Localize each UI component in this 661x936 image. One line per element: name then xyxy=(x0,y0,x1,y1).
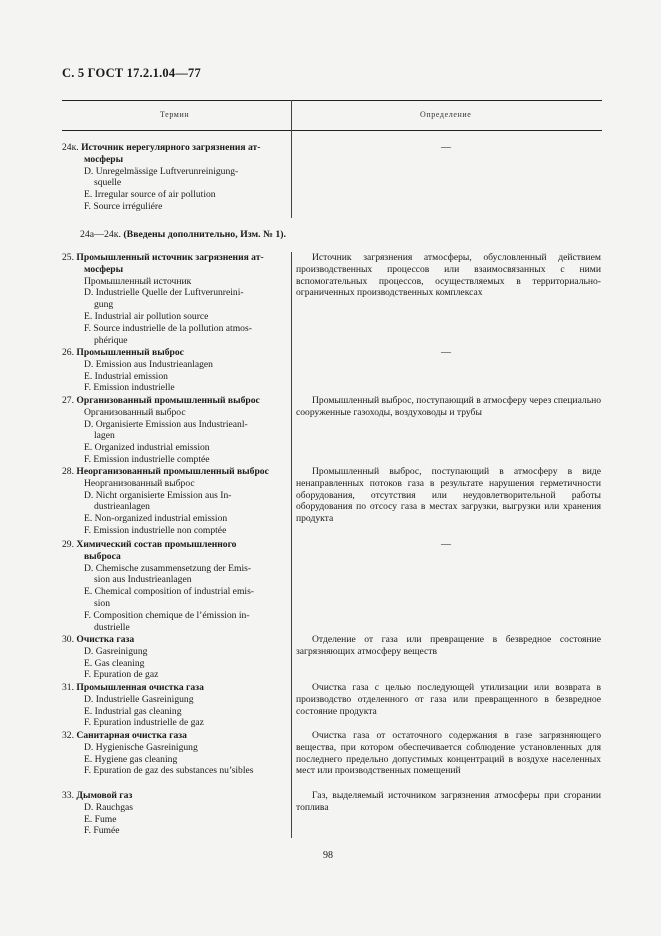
term-entry-27: 27. Организованный промышленный выброс Организованный выброс D. Organisierte Emission aus Industrieanl- lagen E. Organized industrial emission F. Emission industrielle comptée xyxy=(62,395,260,465)
definition-30: Отделение от газа или превращение в безвредное состояние загрязняющих атмосферу веществ xyxy=(296,634,601,657)
definition-24k: — xyxy=(441,142,451,153)
page-number: 98 xyxy=(323,850,333,861)
definition-25: Источник загрязнения атмосферы, обусловленный действием производственных процессов или взаимосвязанных с ними вспомогательных процессов, осуществляемых в территориально-ограниченных производственных комплексах xyxy=(296,252,601,299)
term-column-header: Термин xyxy=(160,110,190,119)
page-header: С. 5 ГОСТ 17.2.1.04—77 xyxy=(62,66,201,80)
term-entry-32: 32. Санитарная очистка газа D. Hygienische Gasreinigung E. Hygiene gas cleaning F. Epuration de gaz des substances nu’sibles xyxy=(62,730,254,777)
definition-28: Промышленный выброс, поступающий в атмосферу в виде ненаправленных потоков газа в результате нарушения герметичности оборудования, отсутствия или неудовлетворительной работы оборудования по отсосу газа в местах загрузки, выгрузки или хранения продукта xyxy=(296,466,601,525)
term-entry-31: 31. Промышленная очистка газа D. Industrielle Gasreinigung E. Industrial gas cleaning F. Epuration industrielle de gaz xyxy=(62,682,204,729)
definition-27: Промышленный выброс, поступающий в атмосферу через специально сооруженные газоходы, воздуховоды и трубы xyxy=(296,395,601,418)
term-entry-28: 28. Неорганизованный промышленный выброс Неорганизованный выброс D. Nicht organisierte Emission aus In- dustrieanlagen E. Non-organized industrial emission F. Emission industrielle non comptée xyxy=(62,466,269,536)
column-divider-main xyxy=(291,252,292,838)
term-entry-25: 25. Промышленный источник загрязнения ат- мосферы Промышленный источник D. Industrielle Quelle der Luftverunreini- gung E. Industrial air pollution source F. Source industrielle de la pollution atmos- phérique xyxy=(62,252,264,346)
term-entry-30: 30. Очистка газа D. Gasreinigung E. Gas cleaning F. Epuration de gaz xyxy=(62,634,159,681)
term-entry-26: 26. Промышленный выброс D. Emission aus Industrieanlagen E. Industrial emission F. Emission industrielle xyxy=(62,347,213,394)
definition-33: Газ, выделяемый источником загрязнения атмосферы при сгорании топлива xyxy=(296,790,601,813)
definition-26: — xyxy=(441,347,451,358)
definition-column-header: Определение xyxy=(420,110,472,119)
term-entry-33: 33. Дымовой газ D. Rauchgas E. Fume F. Fumée xyxy=(62,790,134,837)
term-entry-29: 29. Химический состав промышленного выброса D. Chemische zusammensetzung der Emis- sion aus Industrieanlagen E. Chemical composition of industrial emis- sion F. Composition chemique de l’émission in- dustrielle xyxy=(62,539,254,633)
amendment-note: 24а—24к. (Введены дополнительно, Изм. № 1). xyxy=(80,229,286,240)
table-top-rule xyxy=(62,100,602,101)
definition-31: Очистка газа с целью последующей утилизации или возврата в производство отделенного от газа или превращенного в безвредное состояние продукта xyxy=(296,682,601,717)
table-header-rule xyxy=(62,130,602,131)
definition-29: — xyxy=(441,539,451,550)
definition-32: Очистка газа от остаточного содержания в газе загрязняющего вещества, при котором обеспечивается соблюдение установленных для последнего предельно допустимых концентраций в воздухе населенных мест или производственных помещений xyxy=(296,730,601,777)
column-divider-top xyxy=(291,100,292,218)
term-entry-24k: 24к. Источник нерегулярного загрязнения ат- мосферы D. Unregelmässige Luftverunreinigung- squelle E. Irregular source of air pollution F. Source irréguliére xyxy=(62,142,261,212)
